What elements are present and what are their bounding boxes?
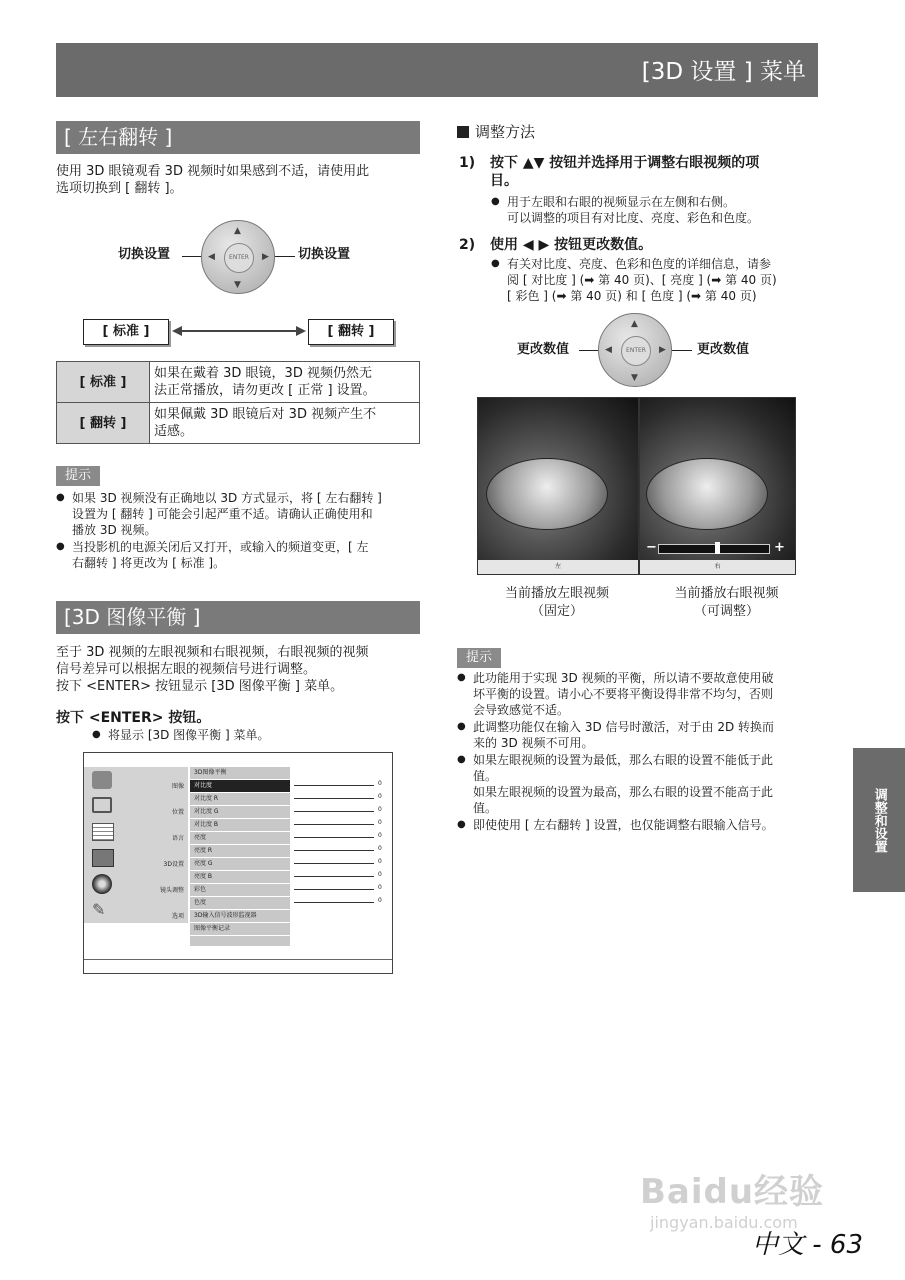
section-title-flip: [ 左右翻转 ] [56,121,420,154]
list-item: ● 用于左眼和右眼的视频显示在左侧和右侧。 可以调整的项目有对比度、亮度、彩色和色度。 [491,194,821,226]
table-row [57,403,420,444]
picture-icon [92,771,112,789]
watermark-url: jingyan.baidu.com [650,1213,798,1232]
list-item: ● 如果左眼视频的设置为最低，那么右眼的设置不能低于此 值。 如果左眼视频的设置为最高，那么右眼的设置不能高于此 值。 [457,752,819,816]
table-value: 如果佩戴 3D 眼镜后对 3D 视频产生不 适感。 [150,403,420,444]
connector-line [672,350,692,351]
adjust-slider-overlay [658,544,770,554]
section-intro-balance: 至于 3D 视频的左眼视频和右眼视频，右眼视频的视频 信号差异可以根据左眼的视频信号进行调整。 按下 <ENTER> 按钮显示 [3D 图像平衡 ] 菜单。 [56,645,369,694]
step-number: 2) [459,237,476,253]
menu-row[interactable]: 对比度 G [190,806,290,818]
menu-row-selected[interactable]: 对比度 [190,780,290,792]
list-item: ● 即使使用 [ 左右翻转 ] 设置，也仅能调整右眼输入信号。 [457,817,819,833]
caption-left: 当前播放左眼视频 （固定） [504,586,609,619]
menu-sidebar-item: 镜头调整 [159,887,184,894]
plus-icon: + [774,540,785,555]
connector-line [579,350,599,351]
menu-value: 0 [378,845,382,852]
square-bullet-icon [457,126,469,138]
menu-row[interactable]: 3D输入信号波形监视器 [190,910,290,922]
hint-list [56,490,422,572]
adjust-heading: 调整方法 [457,122,535,142]
menu-row[interactable]: 亮度 R [190,845,290,857]
page-title: [3D 设置 ] 菜单 [641,59,806,85]
position-icon [92,797,112,813]
slider-track[interactable] [294,889,374,890]
right-eye-image [639,397,796,575]
menu-rows [190,767,390,947]
menu-row[interactable]: 亮度 G [190,858,290,870]
menu-row[interactable]: 图像平衡记录 [190,923,290,935]
step-bullet-list [491,194,821,227]
remote-dpad-icon: ▲ ▼ ◀ ▶ ENTER [598,313,672,387]
lens-icon [92,874,112,894]
list-item: ● 将显示 [3D 图像平衡 ] 菜单。 [92,727,392,743]
connector-line [182,256,202,257]
menu-row[interactable]: 彩色 [190,884,290,896]
step-bullet-list [92,727,392,744]
slider-track[interactable] [294,876,374,877]
switch-label-right: 切换设置 [298,247,351,262]
watermark-logo: Baidu经验 [640,1172,825,1212]
3d-settings-icon [92,849,114,867]
slider-track[interactable] [294,811,374,812]
saucer-image [486,458,608,530]
eye-tag: 右 [640,560,795,574]
enter-button-icon: ENTER [621,336,651,366]
option-standard-box: [ 标准 ] [83,319,169,345]
header-bar [56,43,818,97]
slider-track[interactable] [294,902,374,903]
menu-value: 0 [378,793,382,800]
remote-dpad-icon: ▲ ▼ ◀ ▶ ENTER [201,220,275,294]
list-item: ● 此功能用于实现 3D 视频的平衡，所以请不要故意使用破 坏平衡的设置。请小心不要将平衡设得非常不均匀，否则 会导致感觉不适。 [457,670,819,718]
wrench-icon: ✎ [92,900,106,919]
flip-options-table [56,361,420,444]
step-title: 按下 ▲▼ 按钮并选择用于调整右眼视频的项 目。 [490,155,760,189]
menu-screenshot [83,752,393,974]
table-value: 如果在戴着 3D 眼镜，3D 视频仍然无 法正常播放，请勿更改 [ 正常 ] 设置。 [150,362,420,403]
menu-value: 0 [378,780,382,787]
list-item: ● 当投影机的电源关闭后又打开，或输入的频道变更，[ 左 右翻转 ] 将更改为 [ 标准 ]。 [56,539,422,571]
saucer-image [646,458,768,530]
eye-tag: 左 [478,560,638,574]
list-item: ● 有关对比度、亮度、色彩和色度的详细信息，请参 阅 [ 对比度 ] (➡ 第 40 页)、[ 亮度 ] (➡ 第 40 页) [ 彩色 ] (➡ 第 40 页) 和 [ 色度 ] (➡ 第 40 页) [491,256,821,304]
slider-track[interactable] [294,785,374,786]
menu-value: 0 [378,897,382,904]
menu-row[interactable]: 对比度 R [190,793,290,805]
option-flip-box: [ 翻转 ] [308,319,394,345]
menu-value: 0 [378,858,382,865]
page-number: 中文 - 63 [752,1230,863,1260]
list-item: ● 此调整功能仅在输入 3D 信号时激活，对于由 2D 转换而 来的 3D 视频不可用。 [457,719,819,751]
menu-sidebar-item: 图像 [171,783,184,790]
connector-line [275,256,295,257]
language-icon [92,823,114,841]
left-eye-image [477,397,639,575]
slider-thumb [715,542,720,554]
menu-value: 0 [378,871,382,878]
menu-value: 0 [378,806,382,813]
menu-sidebar-item: 位置 [171,809,184,816]
step-number: 1) [459,155,476,171]
slider-track[interactable] [294,850,374,851]
change-label-left: 更改数值 [517,342,570,357]
step-bullet-list [491,256,821,305]
table-key: [ 标准 ] [57,362,150,403]
chapter-side-tab: 调整和设置 [853,748,905,892]
slider-track[interactable] [294,824,374,825]
slider-track[interactable] [294,837,374,838]
enter-button-icon: ENTER [224,243,254,273]
menu-sidebar-item: 3D设置 [163,861,184,868]
menu-row[interactable]: 亮度 B [190,871,290,883]
menu-sidebar-item: 语言 [171,835,184,842]
menu-value: 0 [378,884,382,891]
step-title: 使用 ◀ ▶ 按钮更改数值。 [490,237,653,253]
menu-footer-divider [84,959,392,960]
section-intro-flip: 使用 3D 眼镜观看 3D 视频时如果感到不适，请使用此 选项切换到 [ 翻转 ]。 [56,164,370,196]
slider-track[interactable] [294,863,374,864]
menu-row-empty [190,936,290,946]
menu-row[interactable]: 对比度 B [190,819,290,831]
menu-row[interactable]: 亮度 [190,832,290,844]
hint-list [457,670,819,834]
hint-label: 提示 [457,648,501,668]
step-press-enter: 按下 <ENTER> 按钮。 [56,710,211,726]
slider-track[interactable] [294,798,374,799]
caption-right: 当前播放右眼视频 （可调整） [674,586,779,619]
menu-sidebar-item: 选项 [171,913,184,920]
menu-row[interactable]: 色度 [190,897,290,909]
switch-label-left: 切换设置 [118,247,171,262]
menu-value: 0 [378,819,382,826]
minus-icon: − [646,540,657,555]
section-title-balance: [3D 图像平衡 ] [56,601,420,634]
double-arrow-icon [172,324,306,338]
menu-value: 0 [378,832,382,839]
list-item: ● 如果 3D 视频没有正确地以 3D 方式显示，将 [ 左右翻转 ] 设置为 [ 翻转 ] 可能会引起严重不适。请确认正确使用和 播放 3D 视频。 [56,490,422,538]
hint-label: 提示 [56,466,100,486]
menu-header: 3D图像平衡 [190,767,290,779]
change-label-right: 更改数值 [697,342,750,357]
table-key: [ 翻转 ] [57,403,150,444]
table-row [57,362,420,403]
